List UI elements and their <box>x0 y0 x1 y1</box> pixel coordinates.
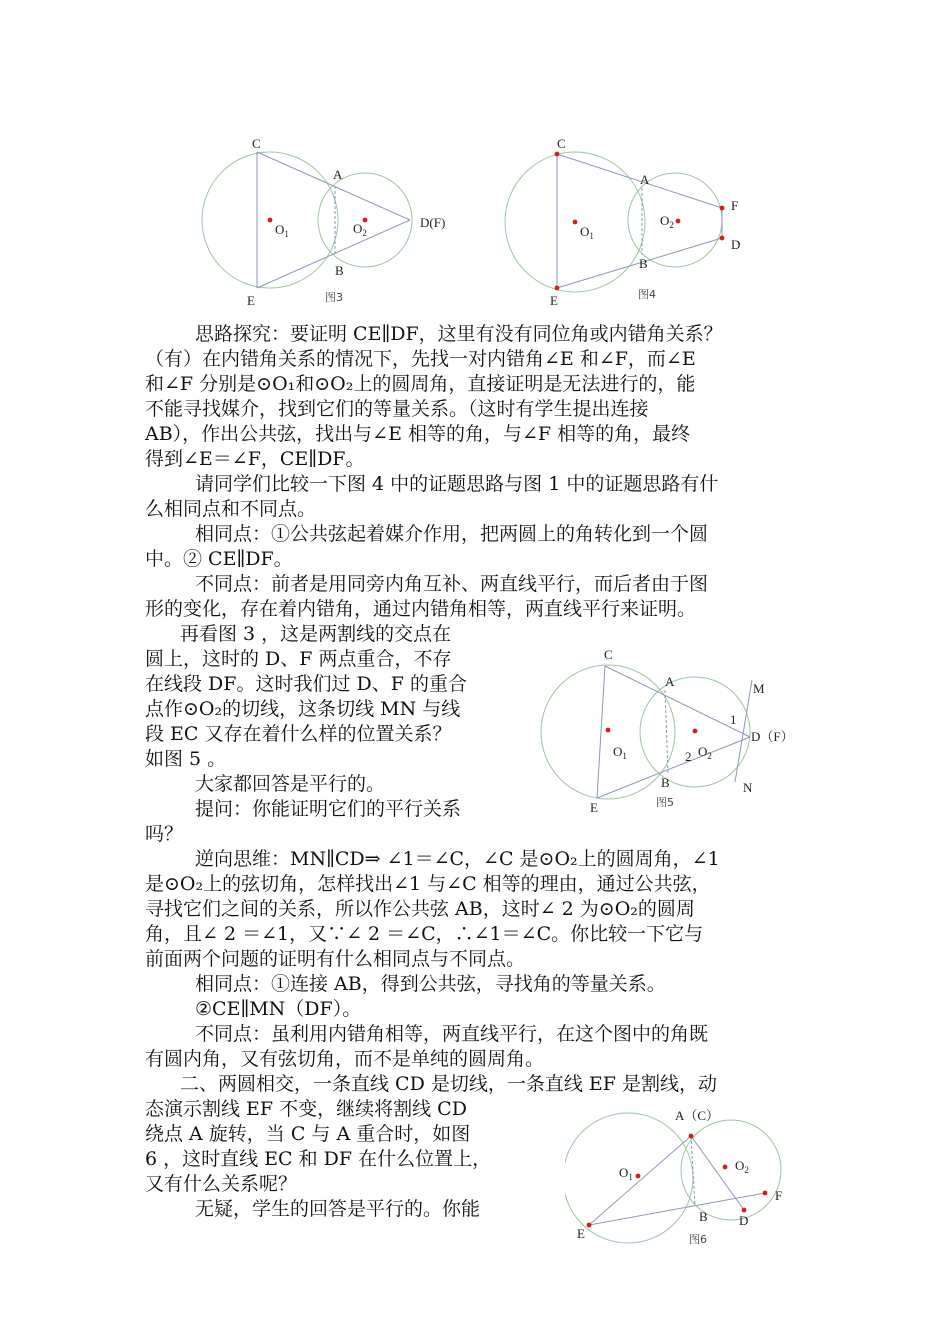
text-line: （有）在内错角关系的情况下，先找一对内错角∠E 和∠F，而∠E <box>145 348 696 370</box>
label-o2-main: O <box>698 744 708 759</box>
label-e: E <box>577 1226 585 1241</box>
common-chord-ab <box>665 690 668 774</box>
text-line: 前面两个问题的证明有什么相同点与不同点。 <box>145 948 526 970</box>
label-o2-main: O <box>735 1158 745 1173</box>
label-df: D（F） <box>751 729 794 744</box>
label-o2-sub: 2 <box>362 228 367 238</box>
center-o1-dot <box>268 218 273 223</box>
text-line: 么相同点和不同点。 <box>145 498 317 520</box>
label-b: B <box>639 256 648 271</box>
label-o1 <box>619 1165 633 1182</box>
point-a-dot <box>689 1134 694 1139</box>
label-angle-1: 1 <box>730 712 737 727</box>
text-line: 不同点：虽利用内错角相等，两直线平行，在这个图中的角既 <box>195 1023 709 1045</box>
secant-ca <box>257 152 410 220</box>
label-c: C <box>557 136 566 151</box>
center-o1-dot <box>606 728 611 733</box>
text-line: 6 ，这时直线 EC 和 DF 在什么位置上， <box>145 1148 492 1170</box>
text-line: 圆上，这时的 D、F 两点重合，不存 <box>145 648 452 670</box>
text-line: 和∠F 分别是⊙O₁和⊙O₂上的圆周角，直接证明是无法进行的，能 <box>145 373 696 395</box>
label-o1 <box>275 222 289 239</box>
text-line: 吗？ <box>145 823 184 845</box>
text-line: 大家都回答是平行的。 <box>195 773 386 795</box>
label-d: D <box>731 237 741 252</box>
text-line: 相同点：①公共弦起着媒介作用，把两圆上的角转化到一个圆 <box>195 523 709 545</box>
label-o1-main: O <box>613 744 623 759</box>
text-line: 又有什么关系呢？ <box>145 1173 298 1195</box>
text-line: 有圆内角，又有弦切角，而不是单纯的圆周角。 <box>145 1048 545 1070</box>
label-df: D(F) <box>420 215 446 230</box>
text-line: 相同点：①连接 AB，得到公共弦，寻找角的等量关系。 <box>195 973 666 995</box>
text-line: 如图 5 。 <box>145 748 227 770</box>
label-o2-main: O <box>660 213 670 228</box>
label-o1-sub: 1 <box>628 1172 633 1182</box>
figure-5 <box>535 640 805 820</box>
label-c: C <box>604 647 613 662</box>
point-e-dot <box>587 1223 592 1228</box>
label-ac: A（C） <box>675 1108 720 1123</box>
label-o1-main: O <box>580 224 590 239</box>
secant-cd <box>605 666 750 737</box>
circle-o2 <box>681 1120 781 1220</box>
label-o1 <box>613 744 627 761</box>
text-line: 二、两圆相交，一条直线 CD 是切线，一条直线 EF 是割线，动 <box>180 1073 717 1095</box>
figure-5-caption: 图5 <box>656 796 674 809</box>
center-o1-dot <box>573 220 578 225</box>
text-line: ②CE∥MN（DF）。 <box>195 998 362 1020</box>
label-a: A <box>333 167 343 182</box>
figure-5-diagram <box>535 640 805 820</box>
label-o2 <box>735 1158 749 1175</box>
label-f: F <box>731 198 739 213</box>
label-o2-main: O <box>353 221 363 236</box>
figure-4-caption: 图4 <box>638 288 656 301</box>
label-e: E <box>590 800 598 815</box>
text-line: 是⊙O₂上的弦切角，怎样找出∠1 与∠C 相等的理由，通过公共弦， <box>145 873 711 895</box>
label-o1-main: O <box>619 1165 629 1180</box>
label-b: B <box>661 775 670 790</box>
label-o2 <box>698 744 712 761</box>
label-o2 <box>353 221 367 238</box>
text-line: 形的变化，存在着内错角，通过内错角相等，两直线平行来证明。 <box>145 598 697 620</box>
label-b: B <box>335 263 344 278</box>
figure-3 <box>195 130 455 310</box>
label-m: M <box>753 681 765 696</box>
label-o1-main: O <box>275 222 285 237</box>
text-line: 提问：你能证明它们的平行关系 <box>195 798 462 820</box>
point-f-dot <box>763 1191 768 1196</box>
segment-ad <box>691 1136 744 1210</box>
text-line: 角，且∠ 2 ＝∠1，又∵∠ 2 ＝∠C，∴∠1＝∠C。你比较一下它与 <box>145 923 704 945</box>
text-line: 绕点 A 旋转，当 C 与 A 重合时，如图 <box>145 1123 471 1145</box>
point-e-dot <box>555 286 560 291</box>
label-o1-sub: 1 <box>622 751 627 761</box>
text-line: 思路探究：要证明 CE∥DF，这里有没有同位角或内错角关系？ <box>195 323 723 345</box>
label-a: A <box>665 674 675 689</box>
figure-3-diagram <box>195 130 455 310</box>
label-o1 <box>580 224 594 241</box>
label-b: B <box>699 1209 708 1224</box>
label-e: E <box>550 293 558 308</box>
label-f: F <box>775 1188 783 1203</box>
label-e: E <box>247 293 255 308</box>
segment-ce <box>597 666 605 798</box>
figure-6-caption: 图6 <box>689 1233 707 1246</box>
figure-4-diagram <box>500 130 760 310</box>
center-o1-dot <box>636 1174 641 1179</box>
label-o1-sub: 1 <box>589 231 594 241</box>
text-line: 无疑，学生的回答是平行的。你能 <box>195 1198 481 1220</box>
center-o2-dot <box>363 218 368 223</box>
text-line: 段 EC 又存在着什么样的位置关系？ <box>145 723 452 745</box>
text-line: 逆向思维：MN∥CD⇒ ∠1＝∠C，∠C 是⊙O₂上的圆周角，∠1 <box>195 848 720 870</box>
point-d-dot <box>742 1208 747 1213</box>
common-chord-ab <box>691 1136 695 1206</box>
point-c-dot <box>555 152 560 157</box>
figure-6-diagram <box>565 1100 805 1250</box>
text-line: 请同学们比较一下图 4 中的证题思路与图 1 中的证题思路有什 <box>195 473 719 495</box>
center-o2-dot <box>693 729 698 734</box>
label-a: A <box>640 172 650 187</box>
label-d: D <box>739 1213 749 1228</box>
text-line: 寻找它们之间的关系，所以作公共弦 AB，这时∠ 2 为⊙O₂的圆周 <box>145 898 695 920</box>
text-line: 点作⊙O₂的切线，这条切线 MN 与线 <box>145 698 461 720</box>
figure-6 <box>565 1100 805 1250</box>
text-line: 在线段 DF。这时我们过 D、F 的重合 <box>145 673 467 695</box>
center-o2-dot <box>676 219 681 224</box>
text-line: 再看图 3 ，这是两割线的交点在 <box>180 623 452 645</box>
label-angle-2: 2 <box>685 749 692 764</box>
text-line: 不能寻找媒介，找到它们的等量关系。（这时有学生提出连接 <box>145 398 649 420</box>
text-line: 中。② CE∥DF。 <box>145 548 293 570</box>
label-o2-sub: 2 <box>669 220 674 230</box>
text-line: 不同点：前者是用同旁内角互补、两直线平行，而后者由于图 <box>195 573 709 595</box>
point-f-dot <box>720 206 725 211</box>
text-line: 得到∠E＝∠F，CE∥DF。 <box>145 448 365 470</box>
figure-4 <box>500 130 760 310</box>
center-o2-dot <box>723 1165 728 1170</box>
label-o2-sub: 2 <box>744 1165 749 1175</box>
segment-ec <box>589 1136 691 1225</box>
label-o1-sub: 1 <box>284 229 289 239</box>
text-line: AB），作出公共弦，找出与∠E 相等的角，与∠F 相等的角，最终 <box>145 423 691 445</box>
label-c: C <box>252 136 261 151</box>
label-o2-sub: 2 <box>707 751 712 761</box>
label-n: N <box>743 780 753 795</box>
label-o2 <box>660 213 674 230</box>
text-line: 态演示割线 EF 不变，继续将割线 CD <box>145 1098 467 1120</box>
point-d-dot <box>720 236 725 241</box>
figure-3-caption: 图3 <box>325 291 343 304</box>
